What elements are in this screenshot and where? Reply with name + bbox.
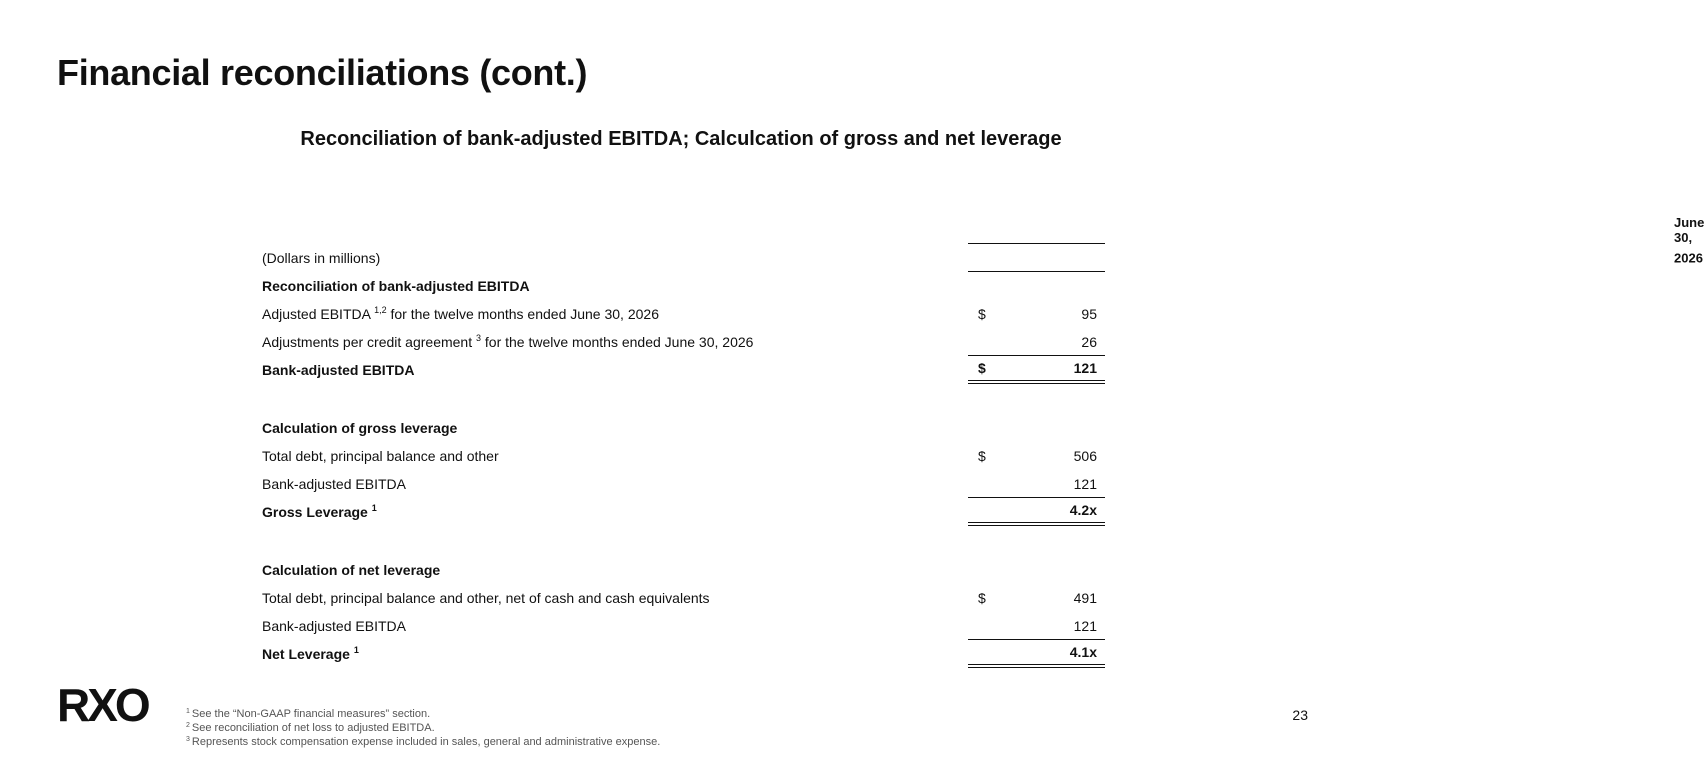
page-title: Financial reconciliations (cont.) [57,52,588,93]
table-row [262,470,1105,498]
footnote: $^1$ See the “Non-GAAP financial measures” section. [186,708,431,720]
table-row [262,328,1105,356]
page-number: 23 [1292,707,1308,723]
total-row [262,640,1105,668]
section-heading-row [262,272,1105,300]
row-value: 95 [1081,306,1097,322]
footnotes [186,707,660,749]
currency-symbol: $ [978,306,986,322]
table-row [262,584,1105,612]
total-label: Net Leverage $^1$ [262,645,359,662]
currency-symbol: $ [978,448,986,464]
row-label: Adjustments per credit agreement $^3$ for the twelve months ended June 30, 2026 [262,333,754,350]
row-value: 121 [1073,617,1097,634]
total-value: 121 [1073,360,1097,376]
total-row [262,356,1105,384]
financial-table [262,214,1704,668]
rxo-logo [57,679,161,731]
currency-symbol: $ [978,590,986,606]
total-label: Gross Leverage $^1$ [262,503,377,520]
total-row [262,498,1105,526]
row-label: Total debt, principal balance and other, net of cash and cash equivalents [262,590,710,606]
section-heading: Calculation of gross leverage [262,420,458,436]
total-value: 4.2x [1069,502,1097,518]
row-label: Bank-adjusted EBITDA [262,476,406,492]
table-row [262,612,1105,640]
row-value: 26 [1081,333,1097,350]
section-heading-row [262,414,1105,442]
table-title: Reconciliation of bank-adjusted EBITDA; Calculcation of gross and net leverage [300,128,1062,150]
section-heading-row [262,556,1105,584]
section-heading: Reconciliation of bank-adjusted EBITDA [262,278,530,294]
row-label: Adjusted EBITDA $^{1,2}$ for the twelve months ended June 30, 2026 [262,305,659,322]
row-value: 506 [1073,448,1097,464]
row-value: 121 [1073,475,1097,492]
row-label: Total debt, principal balance and other [262,448,499,464]
currency-symbol: $ [978,360,986,376]
table-row [262,300,1105,328]
table-header-units-row: (Dollars in millions) 2026 [262,244,1105,272]
total-value: 4.1x [1069,644,1097,660]
footnote: $^3$ Represents stock compensation expense included in sales, general and administrative expense. [186,736,661,748]
footnote: $^2$ See reconciliation of net loss to adjusted EBITDA. [186,722,435,734]
table-row [262,442,1105,470]
section-heading: Calculation of net leverage [262,562,441,578]
total-label: Bank-adjusted EBITDA [262,362,415,378]
header-units: (Dollars in millions) [262,250,381,266]
row-label: Bank-adjusted EBITDA [262,618,406,634]
table-header-period-row: June 30, [262,216,1105,244]
svg-text:RXO: RXO [57,679,148,731]
row-value: 491 [1073,590,1097,606]
